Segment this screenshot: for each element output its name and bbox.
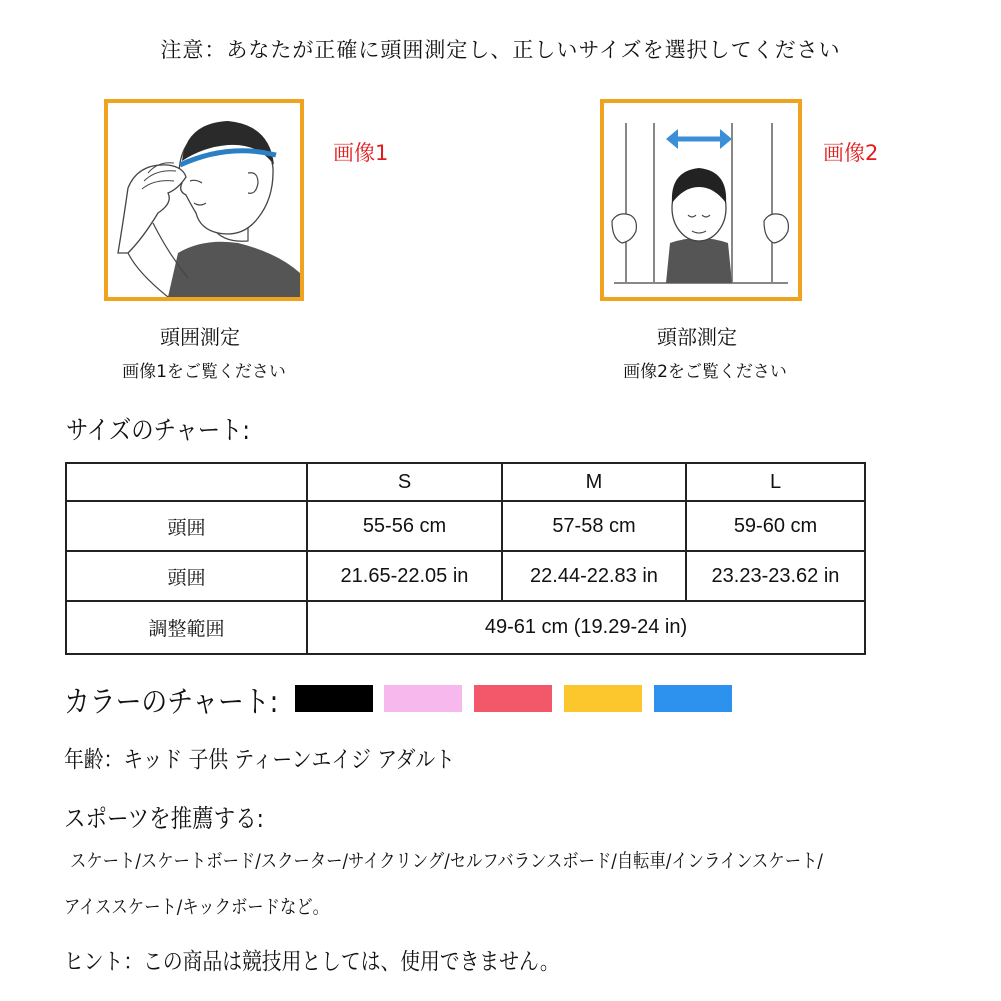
size-chart-heading: サイズのチャート: bbox=[66, 416, 250, 446]
age-text: 年齢：キッド 子供 ティーンエイジ アダルト bbox=[64, 747, 455, 773]
table-header-empty bbox=[66, 463, 307, 501]
image-1-caption-sub: 画像1をご覧ください bbox=[122, 362, 286, 382]
row-label: 頭囲 bbox=[66, 551, 307, 601]
sports-list-line1: スケート/スケートボード/スクーター/サイクリング/セルフバランスボード/自転車/インラインスケート/ bbox=[70, 850, 823, 872]
image-2-caption-title: 頭部測定 bbox=[657, 325, 737, 349]
table-header-m: M bbox=[502, 463, 686, 501]
table-header-s: S bbox=[307, 463, 502, 501]
table-header-row bbox=[66, 463, 865, 501]
table-cell: 21.65-22.05 in bbox=[307, 551, 502, 601]
table-cell: 59-60 cm bbox=[686, 501, 865, 551]
size-table bbox=[65, 462, 866, 655]
head-width-illustration bbox=[600, 99, 802, 301]
table-header-l: L bbox=[686, 463, 865, 501]
table-row bbox=[66, 551, 865, 601]
head-measure-icon bbox=[108, 103, 300, 297]
table-row bbox=[66, 501, 865, 551]
color-swatch-yellow bbox=[564, 685, 642, 712]
color-swatch-red bbox=[474, 685, 552, 712]
row-label: 調整範囲 bbox=[66, 601, 307, 654]
head-measure-illustration bbox=[104, 99, 304, 301]
hint-text: ヒント：この商品は競技用としては、使用できません。 bbox=[64, 949, 560, 975]
sports-list-line2: アイススケート/キックボードなど。 bbox=[64, 896, 329, 918]
color-swatch-blue bbox=[654, 685, 732, 712]
head-width-icon bbox=[604, 103, 798, 297]
image-2-label: 画像2 bbox=[823, 141, 879, 165]
image-1-caption-title: 頭囲測定 bbox=[160, 325, 240, 349]
color-swatch-black bbox=[295, 685, 373, 712]
table-cell: 23.23-23.62 in bbox=[686, 551, 865, 601]
color-chart-heading: カラーのチャート: bbox=[64, 685, 279, 720]
table-cell: 55-56 cm bbox=[307, 501, 502, 551]
table-cell: 22.44-22.83 in bbox=[502, 551, 686, 601]
sports-heading: スポーツを推薦する: bbox=[64, 804, 264, 833]
image-1-label: 画像1 bbox=[333, 141, 389, 165]
table-row bbox=[66, 601, 865, 654]
row-label: 頭囲 bbox=[66, 501, 307, 551]
adjust-range-value: 49-61 cm (19.29-24 in) bbox=[307, 601, 865, 654]
notice-text: 注意：あなたが正確に頭囲測定し、正しいサイズを選択してください bbox=[160, 38, 841, 62]
table-cell: 57-58 cm bbox=[502, 501, 686, 551]
image-2-caption-sub: 画像2をご覧ください bbox=[623, 362, 787, 382]
color-swatch-pink bbox=[384, 685, 462, 712]
